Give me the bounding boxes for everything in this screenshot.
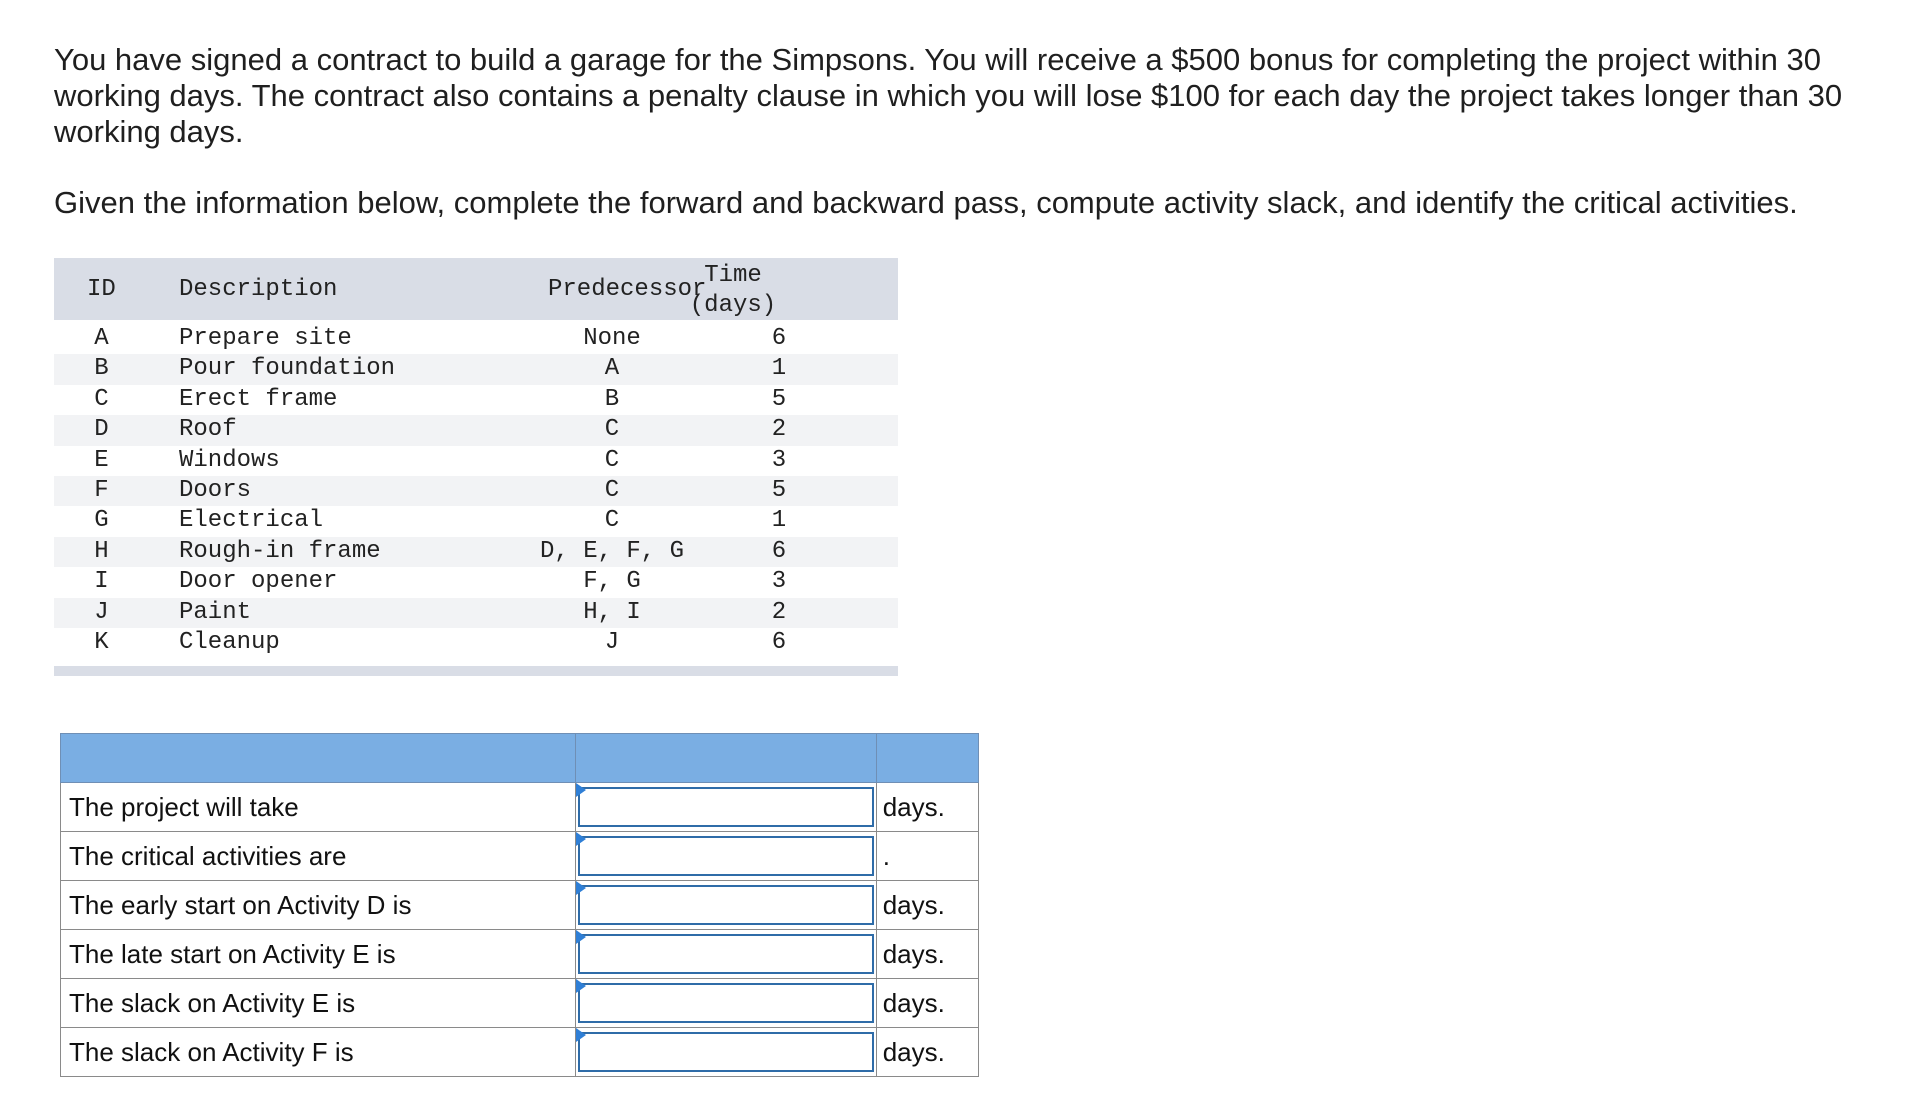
row-predecessor: C	[604, 446, 620, 474]
table-row	[54, 415, 898, 445]
question-label: The critical activities are	[61, 832, 576, 881]
row-id: J	[94, 598, 109, 626]
activity-rows	[54, 320, 898, 658]
header-time-line1: Time	[704, 262, 762, 289]
header-id: ID	[87, 276, 116, 303]
table-row	[54, 446, 898, 476]
row-time: 3	[771, 568, 787, 596]
header-cell-question	[61, 734, 576, 783]
table-row	[54, 385, 898, 415]
row-id: C	[94, 385, 109, 413]
row-description: Windows	[179, 446, 280, 474]
unit-label: .	[876, 832, 978, 881]
header-predecessor: Predecessor	[548, 276, 707, 303]
answer-cell	[575, 881, 876, 930]
table-row	[54, 598, 898, 628]
row-id: E	[94, 446, 109, 474]
answer-row	[61, 881, 979, 930]
row-description: Door opener	[179, 568, 338, 596]
table-row	[54, 476, 898, 506]
early-start-d-input[interactable]	[578, 885, 874, 925]
problem-intro: You have signed a contract to build a garage for the Simpsons. You will receive a $500 bonus for completing the project within 30 working days. The contract also contains a penalty clause in which you will lose $100 for each day the project takes longer than 30 working days.	[54, 42, 1843, 149]
row-time: 5	[771, 385, 787, 413]
table-row	[54, 506, 898, 536]
answer-cell	[575, 832, 876, 881]
answer-cell	[575, 930, 876, 979]
row-id: H	[94, 537, 109, 565]
row-description: Rough-in frame	[179, 537, 381, 565]
row-predecessor: None	[583, 325, 641, 352]
row-id: G	[94, 507, 109, 535]
activity-table-footer-bar	[54, 666, 898, 676]
row-time: 2	[771, 598, 787, 626]
row-time: 6	[771, 537, 787, 565]
answer-row	[61, 832, 979, 881]
row-predecessor: F, G	[583, 568, 641, 596]
row-id: D	[94, 416, 109, 444]
unit-label: days.	[876, 930, 978, 979]
row-time: 6	[771, 325, 787, 352]
flag-icon	[576, 930, 586, 944]
question-label: The slack on Activity F is	[61, 1028, 576, 1077]
table-row	[54, 628, 898, 658]
answer-cell	[575, 783, 876, 832]
header-time-line2: (days)	[689, 292, 777, 319]
row-id: B	[94, 355, 109, 383]
row-time: 5	[771, 476, 787, 504]
row-description: Paint	[179, 598, 252, 626]
table-row	[54, 354, 898, 384]
row-predecessor: C	[604, 507, 620, 535]
row-description: Roof	[179, 416, 237, 444]
header-time	[668, 261, 798, 321]
slack-f-input[interactable]	[578, 1032, 874, 1072]
slack-e-input[interactable]	[578, 983, 874, 1023]
unit-label: days.	[876, 881, 978, 930]
critical-activities-input[interactable]	[578, 836, 874, 876]
row-description: Electrical	[179, 507, 324, 535]
row-description: Prepare site	[179, 325, 352, 352]
question-label: The late start on Activity E is	[61, 930, 576, 979]
answer-table-header	[61, 734, 979, 783]
row-time: 2	[771, 416, 787, 444]
unit-label: days.	[876, 979, 978, 1028]
flag-icon	[576, 1028, 586, 1042]
answer-row	[61, 930, 979, 979]
answer-row	[61, 979, 979, 1028]
question-label: The project will take	[61, 783, 576, 832]
activity-table	[54, 258, 898, 676]
row-predecessor: B	[604, 385, 620, 413]
answer-cell	[575, 979, 876, 1028]
row-time: 6	[771, 628, 787, 656]
answer-cell	[575, 1028, 876, 1077]
row-id: I	[94, 568, 109, 596]
row-predecessor: J	[604, 628, 620, 656]
row-time: 1	[771, 507, 787, 535]
late-start-e-input[interactable]	[578, 934, 874, 974]
row-time: 3	[771, 446, 787, 474]
row-id: K	[94, 628, 109, 656]
answer-table	[60, 733, 979, 1077]
unit-label: days.	[876, 783, 978, 832]
row-description: Erect frame	[179, 385, 338, 413]
row-description: Doors	[179, 476, 252, 504]
row-predecessor: A	[604, 355, 620, 383]
question-label: The slack on Activity E is	[61, 979, 576, 1028]
row-predecessor: C	[604, 476, 620, 504]
flag-icon	[576, 979, 586, 993]
activity-table-header	[54, 258, 898, 320]
table-row	[54, 324, 898, 354]
flag-icon	[576, 881, 586, 895]
question-label: The early start on Activity D is	[61, 881, 576, 930]
row-predecessor: C	[604, 416, 620, 444]
row-predecessor: H, I	[583, 598, 641, 626]
row-id: F	[94, 476, 109, 504]
table-row	[54, 567, 898, 597]
unit-label: days.	[876, 1028, 978, 1077]
project-duration-input[interactable]	[578, 787, 874, 827]
row-description: Cleanup	[179, 628, 280, 656]
row-time: 1	[771, 355, 787, 383]
header-cell-unit	[876, 734, 978, 783]
header-cell-answer	[575, 734, 876, 783]
answer-row	[61, 783, 979, 832]
row-description: Pour foundation	[179, 355, 396, 383]
row-id: A	[94, 325, 109, 352]
header-description: Description	[179, 276, 338, 303]
answer-row	[61, 1028, 979, 1077]
row-predecessor: D, E, F, G	[539, 537, 685, 565]
problem-instructions: Given the information below, complete the forward and backward pass, compute activity slack, and identify the critical activities.	[54, 185, 1798, 220]
flag-icon	[576, 832, 586, 846]
flag-icon	[576, 783, 586, 797]
table-row	[54, 537, 898, 567]
